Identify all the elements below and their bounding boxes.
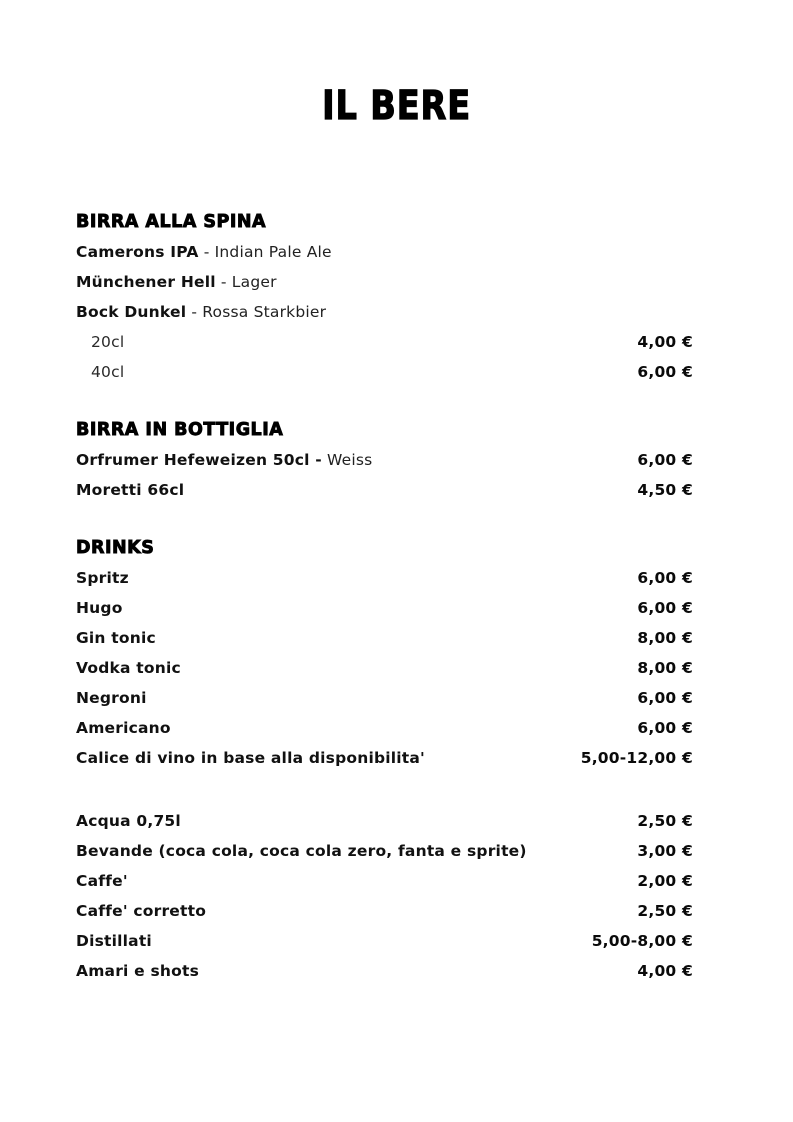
item-name: Moretti 66cl xyxy=(76,481,185,499)
section-birra-in-bottiglia xyxy=(76,415,693,505)
item-label xyxy=(76,357,124,387)
menu-item-row xyxy=(76,623,693,653)
item-label xyxy=(76,896,206,926)
item-name: Spritz xyxy=(76,569,129,587)
item-price: 6,00 € xyxy=(637,719,693,737)
item-price: 6,00 € xyxy=(637,689,693,707)
item-price: 6,00 € xyxy=(637,599,693,617)
item-label xyxy=(76,267,277,297)
item-name: Bock Dunkel xyxy=(76,303,187,321)
menu-item-row-size xyxy=(76,327,693,357)
item-price: 4,00 € xyxy=(637,333,693,351)
item-label xyxy=(76,713,171,743)
item-name: Hugo xyxy=(76,599,123,617)
item-description: - Lager xyxy=(215,273,277,291)
item-price: 6,00 € xyxy=(637,363,693,381)
menu-item-row xyxy=(76,866,693,896)
item-price: 2,50 € xyxy=(637,902,693,920)
item-label xyxy=(76,836,527,866)
section-heading: BIRRA ALLA SPINA xyxy=(76,212,267,232)
menu-content xyxy=(76,207,693,986)
item-label xyxy=(76,563,129,593)
item-name: Americano xyxy=(76,719,171,737)
item-price: 3,00 € xyxy=(637,842,693,860)
item-price: 4,00 € xyxy=(637,962,693,980)
menu-item-row xyxy=(76,896,693,926)
item-label xyxy=(76,683,147,713)
menu-item-row xyxy=(76,713,693,743)
item-name: Camerons IPA xyxy=(76,243,199,261)
menu-item-row xyxy=(76,267,693,297)
menu-item-row xyxy=(76,475,693,505)
menu-item-row xyxy=(76,237,693,267)
item-label xyxy=(76,926,152,956)
item-name: Vodka tonic xyxy=(76,659,181,677)
item-name: Caffe' xyxy=(76,872,128,890)
item-price: 4,50 € xyxy=(637,481,693,499)
item-label xyxy=(76,237,332,267)
menu-item-row xyxy=(76,563,693,593)
item-name: Orfrumer Hefeweizen 50cl - xyxy=(76,451,322,469)
item-name: Calice di vino in base alla disponibilita' xyxy=(76,749,426,767)
item-name: Acqua 0,75l xyxy=(76,812,181,830)
item-price: 2,50 € xyxy=(637,812,693,830)
item-description: - Indian Pale Ale xyxy=(198,243,332,261)
item-price: 5,00-12,00 € xyxy=(580,749,693,767)
menu-item-row xyxy=(76,297,693,327)
item-description: - Rossa Starkbier xyxy=(186,303,327,321)
item-name: 40cl xyxy=(91,363,125,381)
menu-item-row xyxy=(76,836,693,866)
item-label xyxy=(76,653,181,683)
menu-item-row xyxy=(76,445,693,475)
page-title: IL BERE xyxy=(322,83,471,129)
item-price: 8,00 € xyxy=(637,629,693,647)
item-label xyxy=(76,327,124,357)
item-price: 6,00 € xyxy=(637,569,693,587)
item-label xyxy=(76,743,425,773)
item-label xyxy=(76,475,184,505)
item-label xyxy=(76,623,156,653)
item-label xyxy=(76,297,326,327)
item-name: Münchener Hell xyxy=(76,273,216,291)
item-label xyxy=(76,806,181,836)
item-price: 2,00 € xyxy=(637,872,693,890)
item-name: Bevande (coca cola, coca cola zero, fanta e sprite) xyxy=(76,842,527,860)
item-name: Distillati xyxy=(76,932,152,950)
menu-item-row-size xyxy=(76,357,693,387)
item-price: 8,00 € xyxy=(637,659,693,677)
menu-item-row xyxy=(76,593,693,623)
item-name: 20cl xyxy=(91,333,125,351)
item-price: 6,00 € xyxy=(637,451,693,469)
item-label xyxy=(76,445,372,475)
menu-item-row xyxy=(76,743,693,773)
title-area xyxy=(0,0,793,129)
item-label xyxy=(76,593,123,623)
section-heading: DRINKS xyxy=(76,538,155,558)
item-label xyxy=(76,866,128,896)
item-description: Weiss xyxy=(321,451,373,469)
item-price: 5,00-8,00 € xyxy=(591,932,693,950)
menu-item-row xyxy=(76,956,693,986)
menu-item-row xyxy=(76,806,693,836)
section-drinks xyxy=(76,533,693,773)
item-label xyxy=(76,956,199,986)
menu-item-row xyxy=(76,683,693,713)
item-name: Gin tonic xyxy=(76,629,156,647)
item-name: Negroni xyxy=(76,689,147,707)
item-name: Amari e shots xyxy=(76,962,200,980)
menu-item-row xyxy=(76,653,693,683)
section-altro xyxy=(76,806,693,986)
item-name: Caffe' corretto xyxy=(76,902,207,920)
menu-item-row xyxy=(76,926,693,956)
section-heading: BIRRA IN BOTTIGLIA xyxy=(76,420,284,440)
section-birra-alla-spina xyxy=(76,207,693,387)
